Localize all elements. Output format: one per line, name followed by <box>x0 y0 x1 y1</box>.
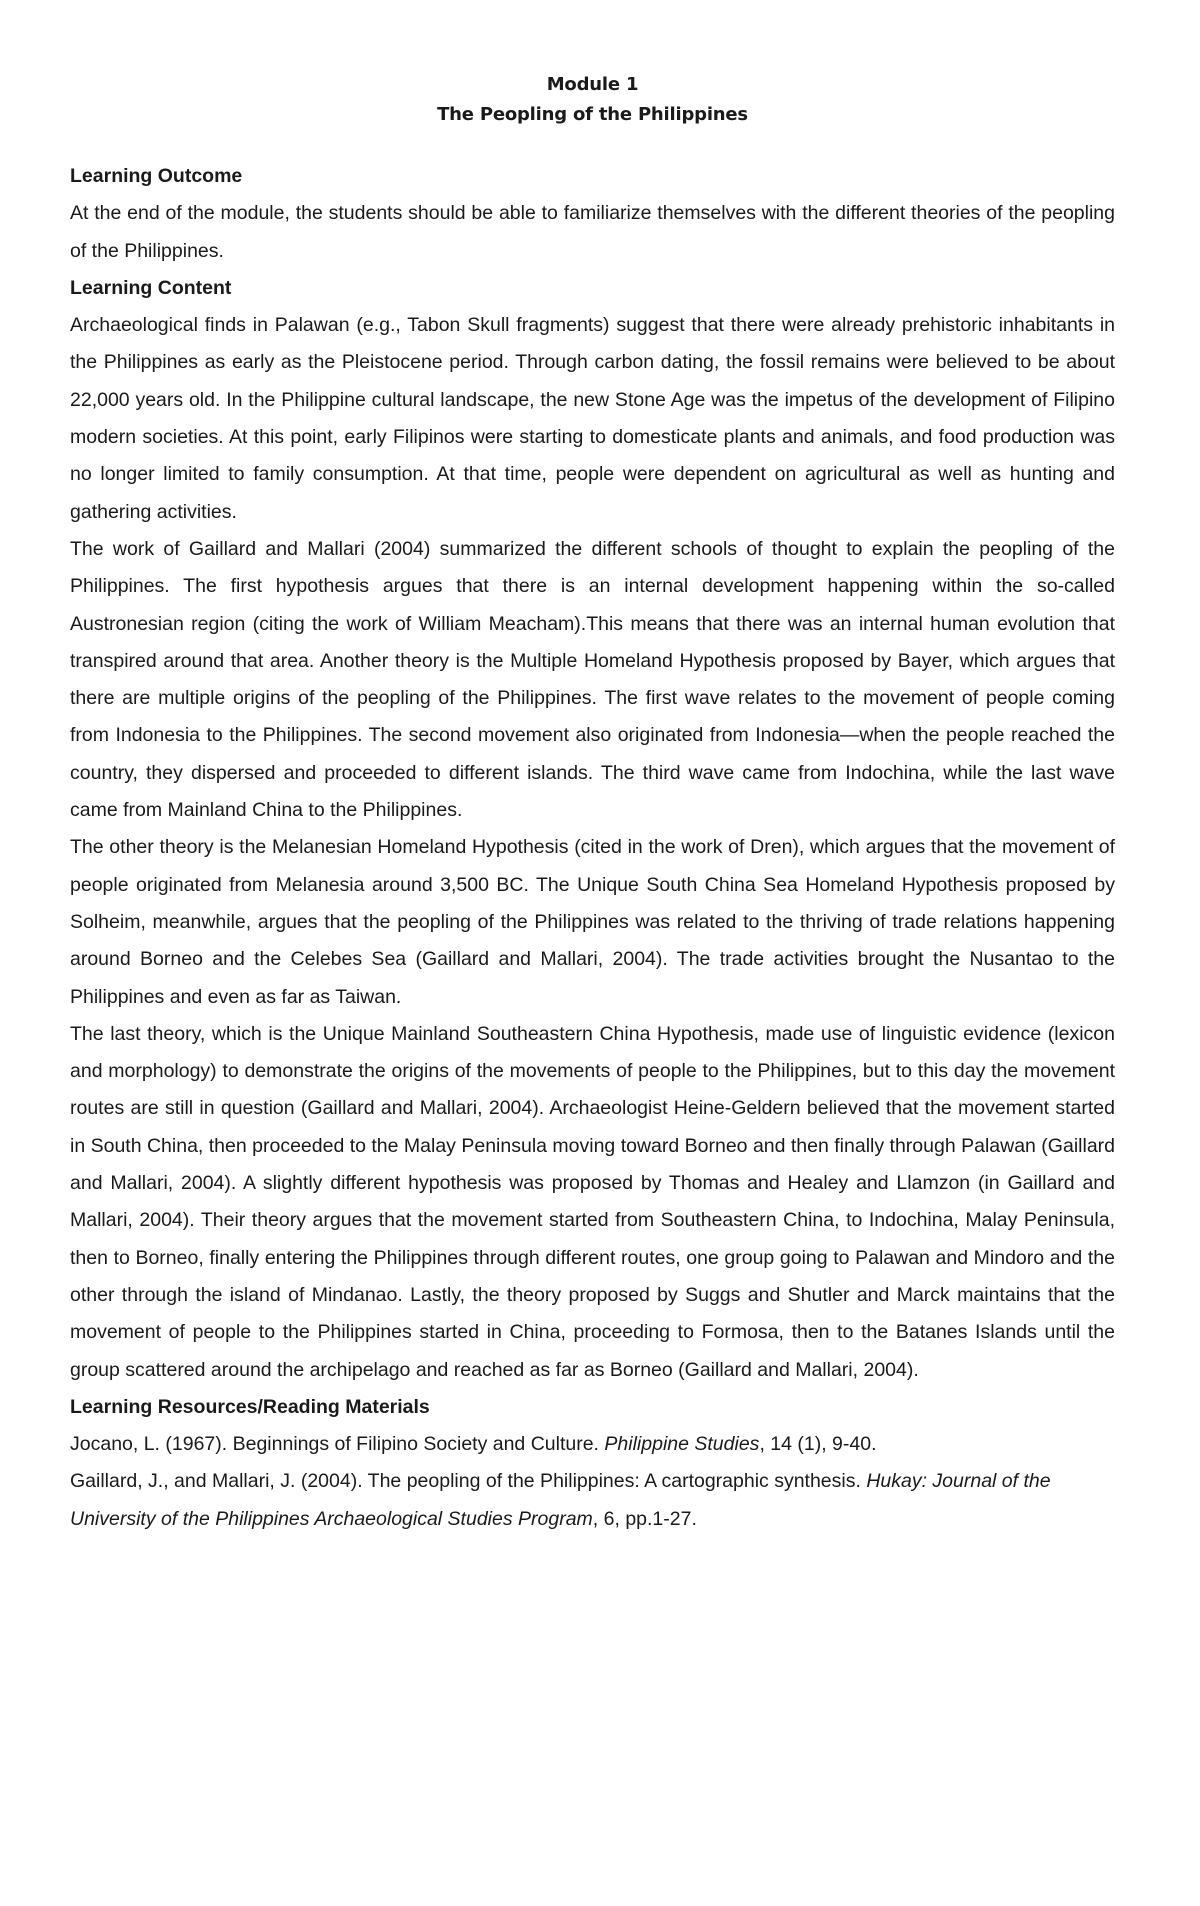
module-label: Module 1 <box>546 74 639 95</box>
reference-source-title: Hukay: Journal of the University of the Philippines Archaeological Studies Program <box>70 1470 1051 1530</box>
reference-text: Jocano, L. (1967). Beginnings of Filipino Society and Culture. <box>70 1433 605 1456</box>
learning-resources-heading: Learning Resources/Reading Materials <box>70 1395 430 1418</box>
reference-details: , 6, pp.1-27. <box>592 1507 697 1530</box>
learning-outcome-heading: Learning Outcome <box>70 165 243 187</box>
reference-item <box>70 1463 1115 1538</box>
reference-item <box>70 1426 1115 1463</box>
content-paragraph-2: The work of Gaillard and Mallari (2004) summarized the different schools of thought to explain the peopling of the Philippines. The first hypothesis argues that there is an internal development happening within the so-called Austronesian region (citing the work of William Meacham).This means that there was an internal human evolution that transpired around that area. Another theory is the Multiple Homeland Hypothesis proposed by Bayer, which argues that there are multiple origins of the peopling of the Philippines. The first wave relates to the movement of people coming from Indonesia to the Philippines. The second movement also originated from Indonesia—when the people reached the country, they dispersed and proceeded to different islands. The third wave came from Indochina, while the last wave came from Mainland China to the Philippines. <box>70 537 1115 822</box>
learning-content-heading: Learning Content <box>70 276 232 299</box>
reference-text: Gaillard, J., and Mallari, J. (2004). The peopling of the Philippines: A cartographic synthesis. <box>70 1470 867 1493</box>
reference-details: , 14 (1), 9-40. <box>759 1433 877 1456</box>
document-page <box>70 70 1115 1538</box>
reference-source-title: Philippine Studies <box>604 1433 760 1456</box>
content-paragraph-1: Archaeological finds in Palawan (e.g., Tabon Skull fragments) suggest that there were already prehistoric inhabitants in the Philippines as early as the Pleistocene period. Through carbon dating, the fossil remains were believed to be about 22,000 years old. In the Philippine cultural landscape, the new Stone Age was the impetus of the development of Filipino modern societies. At this point, early Filipinos were starting to domesticate plants and animals, and food production was no longer limited to family consumption. At that time, people were dependent on agricultural as well as hunting and gathering activities. <box>70 314 1115 523</box>
module-title: The Peopling of the Philippines <box>437 104 748 125</box>
title-block <box>70 70 1115 130</box>
content-paragraph-3: The other theory is the Melanesian Homeland Hypothesis (cited in the work of Dren), which argues that the movement of people originated from Melanesia around 3,500 BC. The Unique South China Sea Homeland Hypothesis proposed by Solheim, meanwhile, argues that the peopling of the Philippines was related to the thriving of trade relations happening around Borneo and the Celebes Sea (Gaillard and Mallari, 2004). The trade activities brought the Nusantao to the Philippines and even as far as Taiwan. <box>70 836 1115 1008</box>
content-paragraph-4: The last theory, which is the Unique Mainland Southeastern China Hypothesis, made use of linguistic evidence (lexicon and morphology) to demonstrate the origins of the movements of people to the Philippines, but to this day the movement routes are still in question (Gaillard and Mallari, 2004). Archaeologist Heine-Geldern believed that the movement started in South China, then proceeded to the Malay Peninsula moving toward Borneo and then finally through Palawan (Gaillard and Mallari, 2004). A slightly different hypothesis was proposed by Thomas and Healey and Llamzon (in Gaillard and Mallari, 2004). Their theory argues that the movement started from Southeastern China, to Indochina, Malay Peninsula, then to Borneo, finally entering the Philippines through different routes, one group going to Palawan and Mindoro and the other through the island of Mindanao. Lastly, the theory proposed by Suggs and Shutler and Marck maintains that the movement of people to the Philippines started in China, proceeding to Formosa, then to the Batanes Islands until the group scattered around the archipelago and reached as far as Borneo (Gaillard and Mallari, 2004). <box>70 1022 1115 1381</box>
learning-outcome-text: At the end of the module, the students should be able to familiarize themselves with the different theories of the peopling of the Philippines. <box>70 202 1115 262</box>
